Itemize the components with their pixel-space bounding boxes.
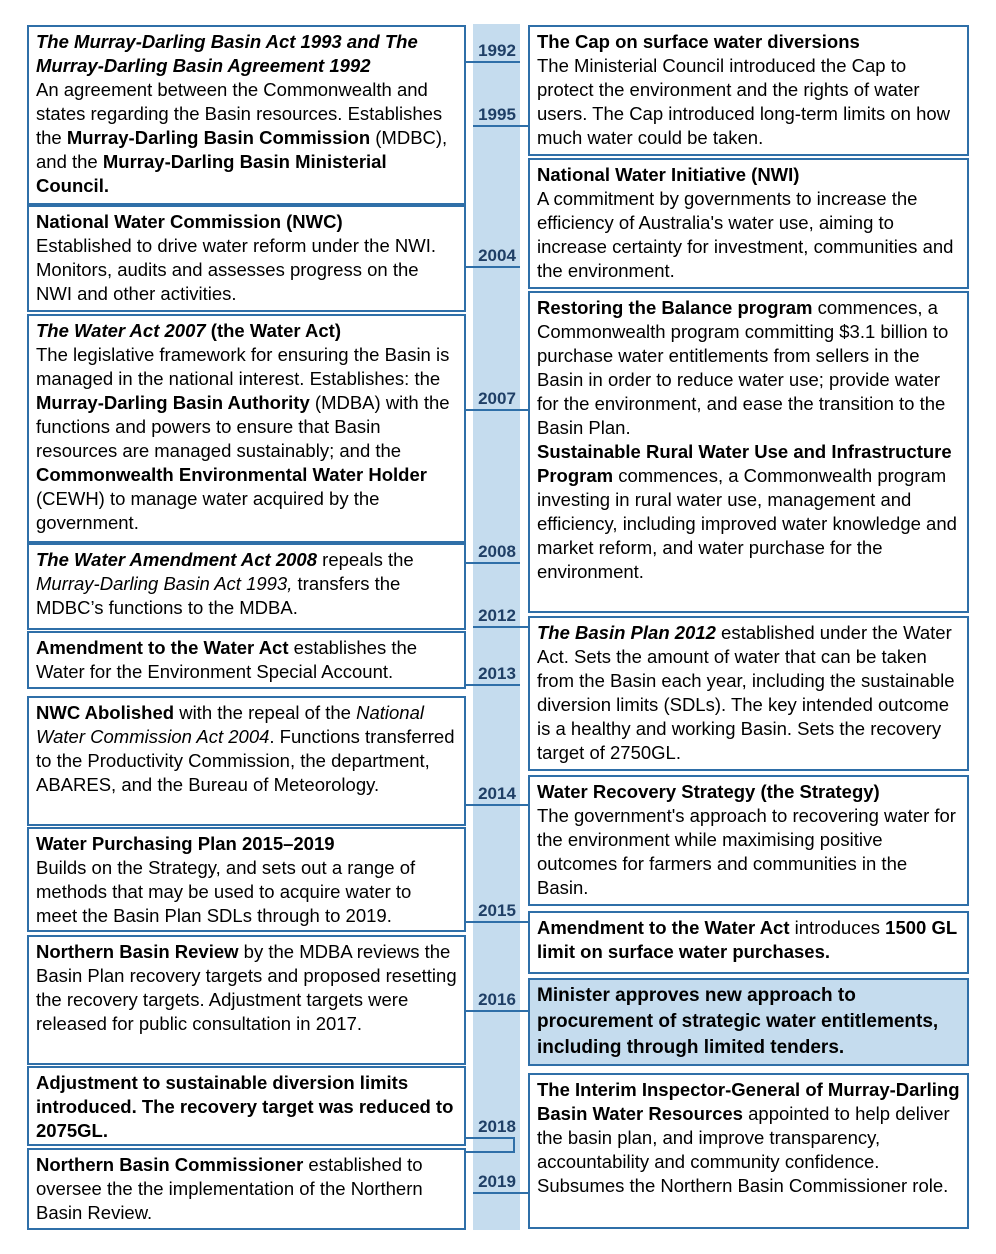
event-text: The Ministerial Council introduced the Cap to protect the environment and the rights of water users. The Cap introduced long-term limits on how much water could be taken. [537,55,951,148]
event-text: established under the Water Act. Sets the amount of water that can be taken from the Basin each year, including the sustainable diversion limits (SDLs). The key intended outcome is a healthy and working Basin. Sets the recovery target of 2750GL. [537,622,955,763]
event-title: The Interim Inspector-General of Murray-Darling Basin Water Resources [537,1079,960,1124]
event-box-northern-basin-commissioner [27,1148,466,1230]
event-title: Northern Basin Review [36,941,239,962]
event-text: Murray-Darling Basin Commission [66,127,371,148]
connector-line [473,125,528,127]
event-text: Murray-Darling Basin Ministerial Council. [36,151,387,196]
event-box-mdb-act-1993 [27,25,466,205]
year-label: 2012 [478,606,516,625]
event-title: NWC Abolished [36,702,175,723]
connector-line [465,266,520,268]
connector-line [465,409,528,411]
event-title: Northern Basin Commissioner [36,1154,304,1175]
event-text: established to oversee the the implementation of the Northern Basin Review. [36,1154,423,1223]
event-title: Restoring the Balance program [537,297,813,318]
event-box-northern-basin-review [27,935,466,1065]
event-text: appointed to help deliver the basin plan, and improve transparency, accountability and community confidence. Subsumes the Northern Basin Commissioner role. [537,1103,950,1196]
connector-line [473,626,528,628]
year-label: 2019 [478,1172,516,1191]
event-box-nwi [528,158,969,289]
event-title: Amendment to the Water Act [537,917,790,938]
event-title: Water Purchasing Plan 2015–2019 [36,833,335,854]
event-text: (MDBC), and the [36,127,448,172]
event-text: Established to drive water reform under the NWI. Monitors, audits and assesses progress on the NWI and other activities. [36,235,436,304]
event-box-cap [528,25,969,156]
event-title: Amendment to the Water Act [36,637,289,658]
event-box-special-account [27,631,466,689]
event-text: Murray-Darling Basin Act 1993, [36,573,293,594]
event-title: Adjustment to sustainable diversion limits introduced. The recovery target was reduced to 2075GL. [36,1072,454,1141]
year-label: 2015 [478,901,516,920]
event-title: The Murray-Darling Basin Act 1993 and The Murray-Darling Basin Agreement 1992 [36,31,418,76]
event-text: transfers the MDBC’s functions to the MDBA. [36,573,401,618]
event-text: (MDBA) with the functions and powers to ensure that Basin resources are managed sustainably; and the [36,392,450,461]
event-box-water-amendment-2008 [27,543,466,630]
connector-line [465,1137,515,1139]
year-label: 2007 [478,389,516,408]
event-title: Sustainable Rural Water Use and Infrastructure Program [537,441,952,486]
connector-line [465,921,528,923]
connector-line [473,1192,528,1194]
event-text: commences, a Commonwealth program committing $3.1 billion to purchase water entitlements from sellers in the Basin in order to reduce water use; provide water for the environment, and ease the transition to the Basin Plan. [537,297,949,438]
year-label: 1995 [478,105,516,124]
year-label: 2016 [478,990,516,1009]
event-box-restoring-balance [528,291,969,613]
event-title: National Water Initiative (NWI) [537,164,800,185]
event-text: Builds on the Strategy, and sets out a range of methods that may be used to acquire water to meet the Basin Plan SDLs through to 2019. [36,857,416,926]
event-title: (the Water Act) [205,320,341,341]
event-text: introduces [789,917,886,938]
year-label: 2013 [478,664,516,683]
event-text: Commonwealth Environmental Water Holder [36,464,427,485]
event-box-nwc [27,205,466,312]
event-text: . Functions transferred to the Productivity Commission, the department, ABARES, and the Bureau of Meteorology. [36,726,455,795]
event-box-inspector-general [528,1073,969,1229]
event-text: The legislative framework for ensuring the Basin is managed in the national interest. Establishes: the [36,344,450,389]
year-label: 2004 [478,246,516,265]
connector-line [465,562,520,564]
event-text: by the MDBA reviews the Basin Plan recovery targets and proposed resetting the recovery targets. Adjustment targets were released for public consultation in 2017. [36,941,457,1034]
event-title: The Water Act 2007 [36,320,206,341]
event-text: with the repeal of the [174,702,357,723]
event-title: Minister approves new approach to procurement of strategic water entitlements, including through limited tenders. [537,985,939,1058]
connector-line [465,684,520,686]
connector-line [513,1137,515,1151]
event-text: An agreement between the Commonwealth and states regarding the Basin resources. Establishes the [36,79,443,148]
event-title: The Water Amendment Act 2008 [36,549,318,570]
event-box-procurement-approach [528,978,969,1066]
event-text: repeals the [317,549,414,570]
event-text: The government's approach to recovering water for the environment while maximising positive outcomes for farmers and communities in the Basin. [537,805,956,898]
year-label: 2008 [478,542,516,561]
event-text: A commitment by governments to increase the efficiency of Australia's water use, aiming to increase certainty for investment, communities and the environment. [537,188,954,281]
event-text: (CEWH) to manage water acquired by the government. [36,488,380,533]
connector-line [465,1151,515,1153]
event-box-sdl-adjustment [27,1066,466,1146]
event-box-water-act-2007 [27,314,466,543]
event-title: The Basin Plan 2012 [537,622,716,643]
event-box-nwc-abolished [27,696,466,826]
event-box-basin-plan-2012 [528,616,969,771]
year-label: 1992 [478,41,516,60]
event-title: The Cap on surface water diversions [537,31,860,52]
connector-line [465,61,520,63]
event-title: Water Recovery Strategy (the Strategy) [537,781,880,802]
connector-line [465,1010,528,1012]
year-label: 2014 [478,784,516,803]
event-text: 1500 GL limit on surface water purchases. [537,917,957,962]
event-text: Murray-Darling Basin Authority [36,392,310,413]
event-box-water-recovery-strategy [528,775,969,906]
connector-line [465,804,528,806]
event-box-1500gl-limit [528,911,969,974]
event-title: National Water Commission (NWC) [36,211,343,232]
event-text: National Water Commission Act 2004 [36,702,424,747]
event-box-water-purchasing-plan [27,827,466,932]
event-text: commences, a Commonwealth program investing in rural water use, management and efficiency, including improved water knowledge and market reform, and water purchase for the environment. [537,465,957,582]
year-label: 2018 [478,1117,516,1136]
event-text: establishes the Water for the Environment Special Account. [36,637,418,682]
